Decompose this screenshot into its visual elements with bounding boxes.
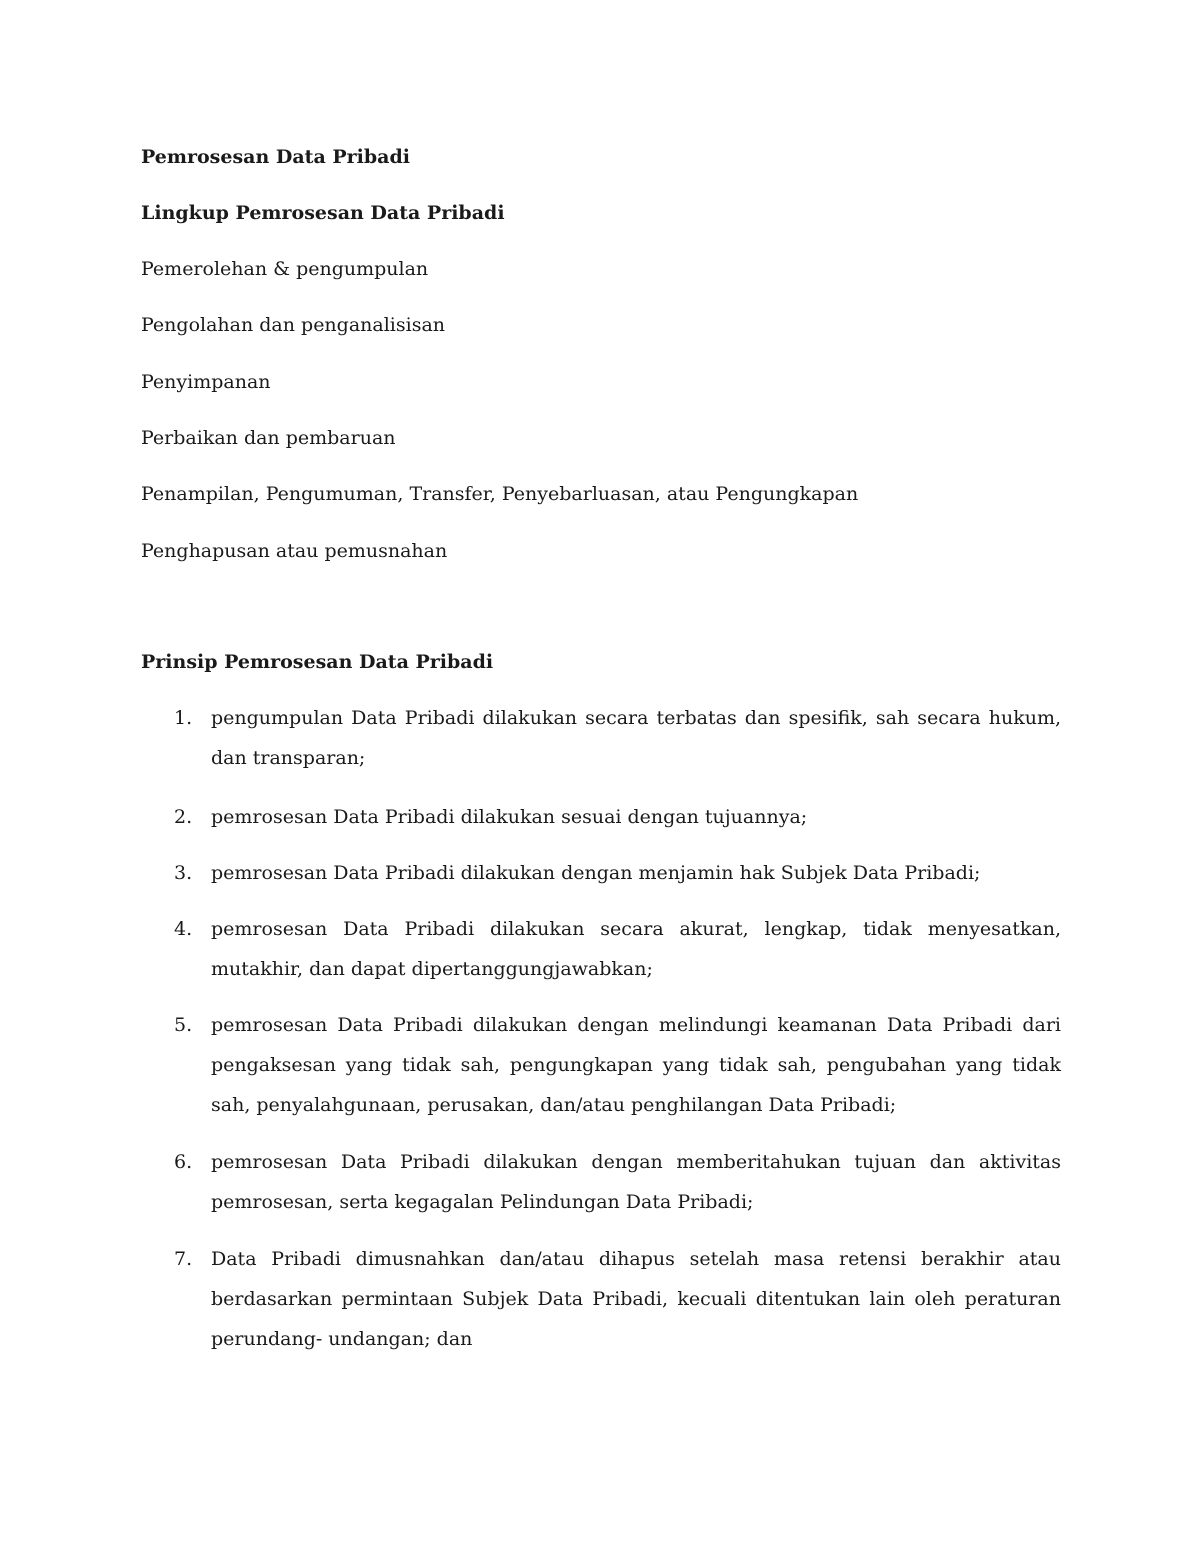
scope-item: Perbaikan dan pembaruan	[141, 427, 396, 449]
document-title: Pemrosesan Data Pribadi	[141, 146, 410, 168]
principle-number: 7.	[174, 1248, 193, 1270]
scope-item: Pemerolehan & pengumpulan	[141, 258, 429, 280]
principles-heading: Prinsip Pemrosesan Data Pribadi	[141, 651, 494, 673]
principle-text: pemrosesan Data Pribadi dilakukan secara akurat, lengkap, tidak menyesatkan, mutakhir, dan dapat dipertanggungjawabkan;	[211, 918, 1061, 980]
principle-text: pemrosesan Data Pribadi dilakukan dengan melindungi keamanan Data Pribadi dari pengaksesan yang tidak sah, pengungkapan yang tidak sah, pengubahan yang tidak sah, penyalahgunaan, perusakan, dan/atau penghilangan Data Pribadi;	[211, 1014, 1061, 1116]
principle-text: pemrosesan Data Pribadi dilakukan dengan menjamin hak Subjek Data Pribadi;	[211, 862, 981, 884]
principle-number: 3.	[174, 862, 193, 884]
principle-text: pemrosesan Data Pribadi dilakukan sesuai dengan tujuannya;	[211, 806, 808, 828]
scope-item: Penyimpanan	[141, 371, 271, 393]
scope-heading: Lingkup Pemrosesan Data Pribadi	[141, 202, 505, 224]
principle-text: Data Pribadi dimusnahkan dan/atau dihapus setelah masa retensi berakhir atau berdasarkan permintaan Subjek Data Pribadi, kecuali ditentukan lain oleh peraturan perundang- undangan; dan	[211, 1248, 1061, 1350]
scope-item: Pengolahan dan penganalisisan	[141, 314, 446, 336]
scope-item: Penghapusan atau pemusnahan	[141, 540, 448, 562]
principle-number: 5.	[174, 1014, 193, 1036]
principle-text: pemrosesan Data Pribadi dilakukan dengan memberitahukan tujuan dan aktivitas pemrosesan, serta kegagalan Pelindungan Data Pribadi;	[211, 1151, 1061, 1213]
principle-number: 4.	[174, 918, 193, 940]
principle-number: 2.	[174, 806, 193, 828]
scope-item: Penampilan, Pengumuman, Transfer, Penyebarluasan, atau Pengungkapan	[141, 483, 859, 505]
principle-number: 1.	[174, 707, 193, 729]
principle-text: pengumpulan Data Pribadi dilakukan secara terbatas dan spesifik, sah secara hukum, dan transparan;	[211, 707, 1061, 769]
principle-number: 6.	[174, 1151, 193, 1173]
